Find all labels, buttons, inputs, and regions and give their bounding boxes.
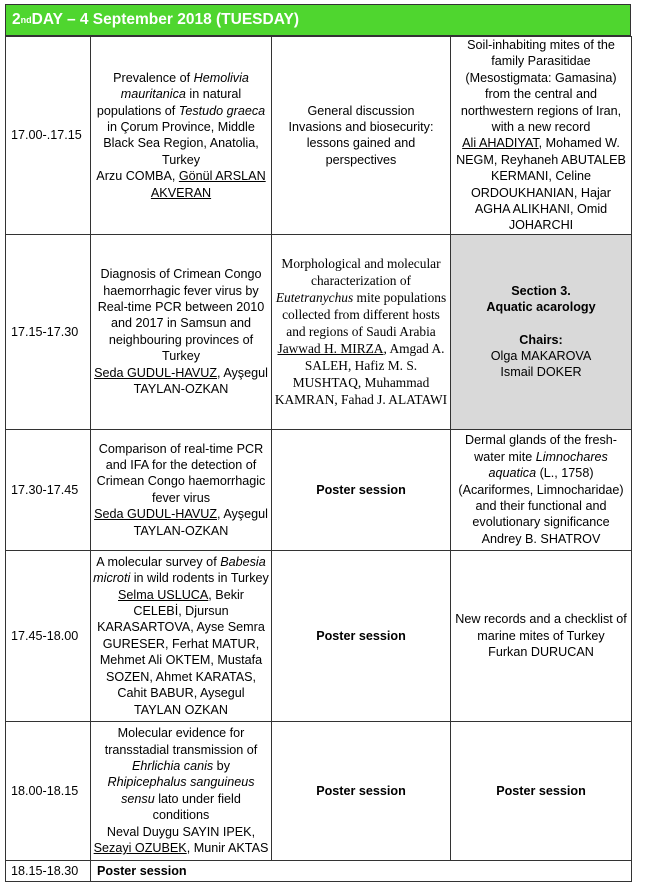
- time-slot: 17.30-17.45: [6, 429, 91, 550]
- discussion-cell: [272, 37, 451, 235]
- poster-session-cell: Poster session: [272, 721, 451, 860]
- talk-authors: Andrey B. SHATROV: [481, 531, 601, 546]
- table-row: [6, 721, 632, 860]
- talk-cell: Comparison of real-time PCR and IFA for the detection of Crimean Congo haemorrhagic fever virus Seda GUDUL-HAVUZ, Ayşegul TAYLAN-OZKAN: [91, 429, 272, 550]
- time-slot: 17.15-17.30: [6, 234, 91, 429]
- talk-cell: Soil-inhabiting mites of the family Parasitidae (Mesostigmata: Gamasina) from the central and northwestern regions of Iran, with a new record Ali AHADIYAT, Mohamed W. NEGM, Reyhaneh ABUTALEB KERMANI, Celine ORDOUKHANIAN, Hajar AGHA ALIKHANI, Omid JOHARCHI: [451, 37, 632, 235]
- talk-cell: A molecular survey of Babesia microti in wild rodents in Turkey Selma USLUCA, Bekir CELEBİ, Djursun KARASARTOVA, Ayse Semra GURESER, Ferhat MATUR, Mehmet Ali OKTEM, Mustafa SOZEN, Ahmet KARATAS, Cahit BABUR, Aysegul TAYLAN OZKAN: [91, 550, 272, 721]
- talk-authors: Jawwad H. MIRZA, Amgad A. SALEH, Hafiz M. S. MUSHTAQ, Muhammad KAMRAN, Fahad J. ALATAWI: [274, 341, 448, 408]
- chairs-label: Chairs:: [519, 332, 563, 347]
- talk-authors: Seda GUDUL-HAVUZ, Ayşegul TAYLAN-OZKAN: [94, 507, 268, 538]
- section-title: Aquatic acarology: [486, 300, 596, 315]
- talk-cell: Dermal glands of the fresh-water mite Limnochares aquatica (L., 1758) (Acariformes, Limnocharidae) and their functional and evolutionary significance Andrey B. SHATROV: [451, 429, 632, 550]
- talk-authors: Furkan DURUCAN: [488, 645, 594, 660]
- chair-name: Olga MAKAROVA: [490, 349, 592, 364]
- discussion-topic: Invasions and biosecurity: lessons gained and perspectives: [288, 120, 434, 167]
- talk-authors: Seda GUDUL-HAVUZ, Ayşegul TAYLAN-OZKAN: [94, 365, 268, 397]
- day-ordinal-suffix: nd: [20, 15, 32, 25]
- discussion-title: General discussion: [307, 103, 415, 118]
- table-row: [6, 37, 632, 235]
- day-ordinal: 2: [12, 11, 21, 28]
- schedule-page: [5, 4, 631, 882]
- time-slot: 18.00-18.15: [6, 721, 91, 860]
- section-number: Section 3.: [511, 283, 571, 298]
- day-title: DAY – 4 September 2018 (TUESDAY): [31, 11, 299, 28]
- poster-session-cell: Poster session: [451, 721, 632, 860]
- poster-session-cell: Poster session: [91, 860, 632, 881]
- section-cell: [451, 234, 632, 429]
- talk-cell: Prevalence of Hemolivia mauritanica in natural populations of Testudo graeca in Çorum Province, Middle Black Sea Region, Anatolia, Turkey Arzu COMBA, Gönül ARSLAN AKVERAN: [91, 37, 272, 235]
- talk-cell: Morphological and molecular characterization of Eutetranychus mite populations collected from different hosts and regions of Saudi Arabia Jawwad H. MIRZA, Amgad A. SALEH, Hafiz M. S. MUSHTAQ, Muhammad KAMRAN, Fahad J. ALATAWI: [272, 234, 451, 429]
- talk-cell: Diagnosis of Crimean Congo haemorrhagic fever virus by Real-time PCR between 2010 and 2017 in Samsun and neighbouring provinces of Turkey Seda GUDUL-HAVUZ, Ayşegul TAYLAN-OZKAN: [91, 234, 272, 429]
- time-slot: 17.00-.17.15: [6, 37, 91, 235]
- talk-authors: Neval Duygu SAYIN IPEK, Sezayi OZUBEK, Munir AKTAS: [93, 824, 269, 856]
- chair-name: Ismail DOKER: [500, 365, 582, 380]
- poster-session-cell: Poster session: [272, 550, 451, 721]
- poster-session-cell: Poster session: [272, 429, 451, 550]
- talk-authors: Ali AHADIYAT, Mohamed W. NEGM, Reyhaneh ABUTALEB KERMANI, Celine ORDOUKHANIAN, Hajar AGHA ALIKHANI, Omid JOHARCHI: [456, 136, 626, 233]
- talk-cell: Molecular evidence for transstadial transmission of Ehrlichia canis by Rhipicephalus sanguineus sensu lato under field conditions Neval Duygu SAYIN IPEK, Sezayi OZUBEK, Munir AKTAS: [91, 721, 272, 860]
- talk-authors: Selma USLUCA, Bekir CELEBİ, Djursun KARASARTOVA, Ayse Semra GURESER, Ferhat MATUR, Mehmet Ali OKTEM, Mustafa SOZEN, Ahmet KARATAS, Cahit BABUR, Aysegul TAYLAN OZKAN: [97, 587, 265, 717]
- talk-cell: New records and a checklist of marine mites of Turkey Furkan DURUCAN: [451, 550, 632, 721]
- day-header: [5, 4, 631, 36]
- table-row: [6, 234, 632, 429]
- talk-authors: Arzu COMBA, Gönül ARSLAN AKVERAN: [96, 169, 266, 200]
- table-row: [6, 550, 632, 721]
- schedule-table: [5, 36, 632, 882]
- time-slot: 17.45-18.00: [6, 550, 91, 721]
- table-row: [6, 429, 632, 550]
- time-slot: 18.15-18.30: [6, 860, 91, 881]
- table-row: [6, 860, 632, 881]
